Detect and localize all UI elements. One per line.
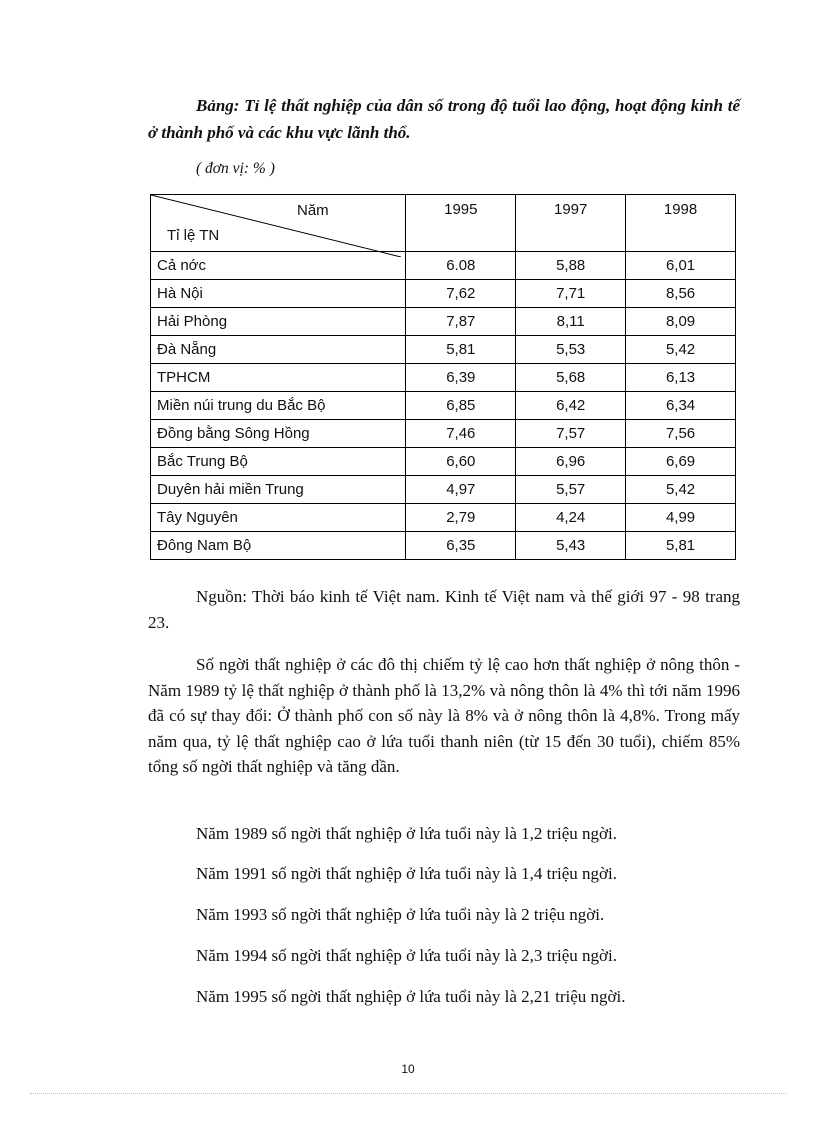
table-caption [148,92,740,146]
rate-value-cell: 6,34 [626,392,736,420]
rate-value-cell: 5,42 [626,336,736,364]
table-row [151,392,736,420]
rate-value-cell: 8,09 [626,308,736,336]
source-note [148,584,740,635]
table-row [151,532,736,560]
rate-value-cell: 6,42 [516,392,626,420]
table-row [151,420,736,448]
rate-value-cell: 4,97 [406,476,516,504]
body-paragraph-text: Số ngời thất nghiệp ở các đô thị chiếm tỷ lệ cao hơn thất nghiệp ở nông thôn - Năm 1989 tỷ lệ thất nghiệp ở thành phố là 13,2% và nông thôn là 4% thì tới năm 1996 đã có sự thay đổi: Ở thành phố con số này là 8% và ở nông thôn là 4,8%. Trong mấy năm qua, tỷ lệ thất nghiệp cao ở lứa tuổi thanh niên (từ 15 đến 30 tuổi), chiếm 85% tổng số ngời thất nghiệp và tăng dần. [148,655,740,776]
source-note-text: Nguồn: Thời báo kinh tế Việt nam. Kinh tế Việt nam và thế giới 97 - 98 trang 23. [148,587,740,632]
rate-value-cell: 6,01 [626,252,736,280]
statistic-line: Năm 1994 số ngời thất nghiệp ở lứa tuổi này là 2,3 triệu ngời. [196,946,617,965]
statistic-line: Năm 1995 số ngời thất nghiệp ở lứa tuổi này là 2,21 triệu ngời. [196,987,626,1006]
rate-value-cell: 5,81 [406,336,516,364]
rate-value-cell: 7,87 [406,308,516,336]
region-name-cell: Cả nớc [151,252,406,280]
table-row [151,364,736,392]
table-row [151,476,736,504]
year-header: 1997 [516,195,626,252]
rate-value-cell: 2,79 [406,504,516,532]
table-caption-text: Bảng: Tỉ lệ thất nghiệp của dân số trong độ tuổi lao động, hoạt động kinh tế ở thành phố và các khu vực lãnh thổ. [148,96,740,142]
rate-value-cell: 6.08 [406,252,516,280]
rate-value-cell: 7,57 [516,420,626,448]
diagonal-divider [151,195,401,257]
region-name-cell: Đà Nẵng [151,336,406,364]
rate-value-cell: 5,81 [626,532,736,560]
rate-value-cell: 8,56 [626,280,736,308]
table-row [151,448,736,476]
region-name-cell: Đồng bằng Sông Hồng [151,420,406,448]
statistic-line: Năm 1993 số ngời thất nghiệp ở lứa tuổi này là 2 triệu ngời. [196,905,605,924]
footer-divider [30,1093,786,1094]
rate-value-cell: 7,71 [516,280,626,308]
table-row [151,504,736,532]
page-number: 10 [401,1062,415,1076]
rate-value-cell: 6,35 [406,532,516,560]
corner-header-cell [151,195,406,252]
table-header-row [151,195,736,252]
statistic-line: Năm 1989 số ngời thất nghiệp ở lứa tuổi này là 1,2 triệu ngời. [196,824,617,843]
rate-value-cell: 5,68 [516,364,626,392]
rate-value-cell: 6,96 [516,448,626,476]
region-name-cell: Duyên hải miền Trung [151,476,406,504]
unit-label: ( đơn vị: % ) [196,160,275,177]
rate-value-cell: 4,24 [516,504,626,532]
table-row [151,280,736,308]
rate-value-cell: 5,88 [516,252,626,280]
corner-label-rate: Tỉ lệ TN [167,227,220,244]
region-name-cell: Bắc Trung Bộ [151,448,406,476]
region-name-cell: Miền núi trung du Bắc Bộ [151,392,406,420]
rate-value-cell: 6,69 [626,448,736,476]
rate-value-cell: 7,46 [406,420,516,448]
year-header: 1995 [406,195,516,252]
year-header: 1998 [626,195,736,252]
rate-value-cell: 4,99 [626,504,736,532]
region-name-cell: Hà Nội [151,280,406,308]
rate-value-cell: 5,43 [516,532,626,560]
corner-label-year: Năm [297,202,329,219]
region-name-cell: TPHCM [151,364,406,392]
unemployment-table [150,194,736,560]
rate-value-cell: 8,11 [516,308,626,336]
table-row [151,336,736,364]
rate-value-cell: 6,13 [626,364,736,392]
rate-value-cell: 5,53 [516,336,626,364]
rate-value-cell: 7,62 [406,280,516,308]
table-row [151,308,736,336]
rate-value-cell: 7,56 [626,420,736,448]
region-name-cell: Tây Nguyên [151,504,406,532]
statistic-line: Năm 1991 số ngời thất nghiệp ở lứa tuổi này là 1,4 triệu ngời. [196,864,617,883]
region-name-cell: Đông Nam Bộ [151,532,406,560]
body-paragraph [148,652,740,780]
rate-value-cell: 6,60 [406,448,516,476]
rate-value-cell: 6,39 [406,364,516,392]
rate-value-cell: 5,42 [626,476,736,504]
region-name-cell: Hải Phòng [151,308,406,336]
rate-value-cell: 6,85 [406,392,516,420]
rate-value-cell: 5,57 [516,476,626,504]
